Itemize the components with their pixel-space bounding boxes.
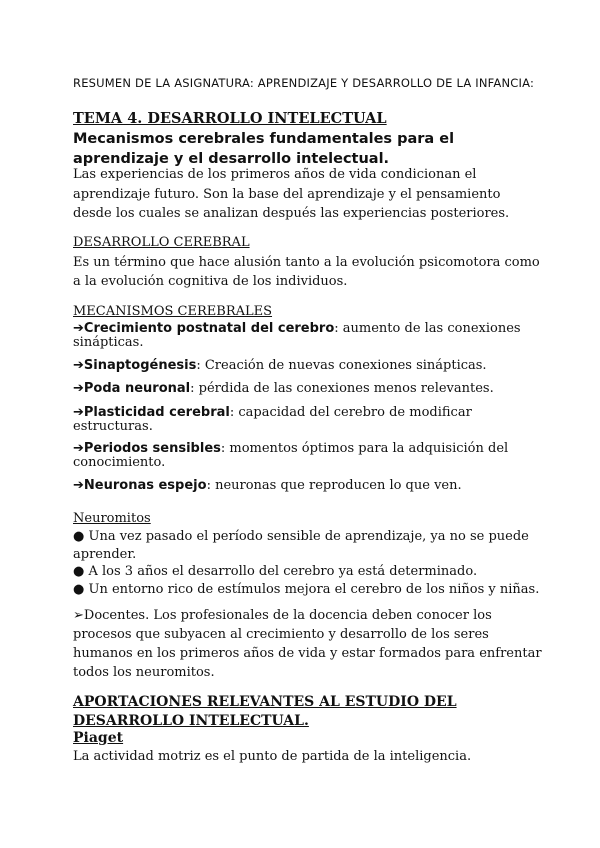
arrow-icon: ➔ [73,478,84,493]
mechanism-term: Poda neuronal [83,381,191,396]
mechanisms-title: Mecanismos cerebrales fundamentales para el aprendizaje y el desarrollo intelectual. [73,131,455,167]
brain-mechanisms-heading: MECANISMOS CEREBRALES [73,304,273,319]
piaget-heading: Piaget [73,730,124,746]
arrow-icon: ➔ [73,321,84,336]
mechanism-item [73,382,543,396]
mechanism-term: Plasticidad cerebral [83,405,230,420]
neuromyths-heading: Neuromitos [73,511,151,526]
neuromyth-item: ● A los 3 años el desarrollo del cerebro ya está determinado. [73,564,478,579]
mechanism-term: Neuronas espejo [83,478,207,493]
neuromyth-item: ● Un entorno rico de estímulos mejora el cerebro de los niños y niñas. [73,582,540,597]
mechanism-desc: : aumento de las conexiones sinápticas. [73,321,521,350]
topic-title: TEMA 4. DESARROLLO INTELECTUAL [73,110,387,127]
arrow-icon: ➔ [73,441,84,456]
mechanism-item [73,442,543,470]
piaget-text: La actividad motriz es el punto de partida de la inteligencia. [73,749,472,764]
mechanism-desc: : momentos óptimos para la adquisición del conocimiento. [73,441,509,470]
mechanism-item [73,479,543,493]
mechanism-term: Sinaptogénesis [83,358,197,373]
bullet-icon: ● [73,564,85,579]
bullet-icon: ● [73,529,85,544]
mechanism-desc: : neuronas que reproducen lo que ven. [206,478,462,493]
mechanism-item [73,359,543,373]
contributions-title: APORTACIONES RELEVANTES AL ESTUDIO DEL DESARROLLO INTELECTUAL. [73,694,457,729]
arrowhead-bullet-icon: ➢ [73,608,84,623]
mechanism-desc: : pérdida de las conexiones menos relevantes. [190,381,494,396]
mechanism-item [73,322,543,350]
course-summary-header: RESUMEN DE LA ASIGNATURA: APRENDIZAJE Y DESARROLLO DE LA INFANCIA: [73,76,535,90]
bullet-icon: ● [73,582,85,597]
brain-development-text: Es un término que hace alusión tanto a la evolución psicomotora como a la evolución cognitiva de los individuos. [73,255,540,289]
brain-development-heading: DESARROLLO CEREBRAL [73,235,250,250]
mechanism-desc: : Creación de nuevas conexiones sinápticas. [196,358,487,373]
mechanism-term: Periodos sensibles [83,441,221,456]
arrow-icon: ➔ [73,381,84,396]
arrow-icon: ➔ [73,358,84,373]
mechanism-desc: : capacidad del cerebro de modificar estructuras. [73,405,472,434]
arrow-icon: ➔ [73,405,84,420]
neuromyth-item: ● Una vez pasado el período sensible de aprendizaje, ya no se puede aprender. [73,529,529,562]
mechanism-term: Crecimiento postnatal del cerebro [83,321,335,336]
intro-paragraph: Las experiencias de los primeros años de vida condicionan el aprendizaje futuro. Son la base del aprendizaje y el pensamiento desde los cuales se analizan después las experiencias posteriores. [73,167,510,221]
mechanism-item [73,406,543,434]
teachers-paragraph: ➢Docentes. Los profesionales de la docencia deben conocer los procesos que subyacen al crecimiento y desarrollo de los seres humanos en los primeros años de vida y estar formados para enfrentar todos los neuromitos. [73,608,542,680]
